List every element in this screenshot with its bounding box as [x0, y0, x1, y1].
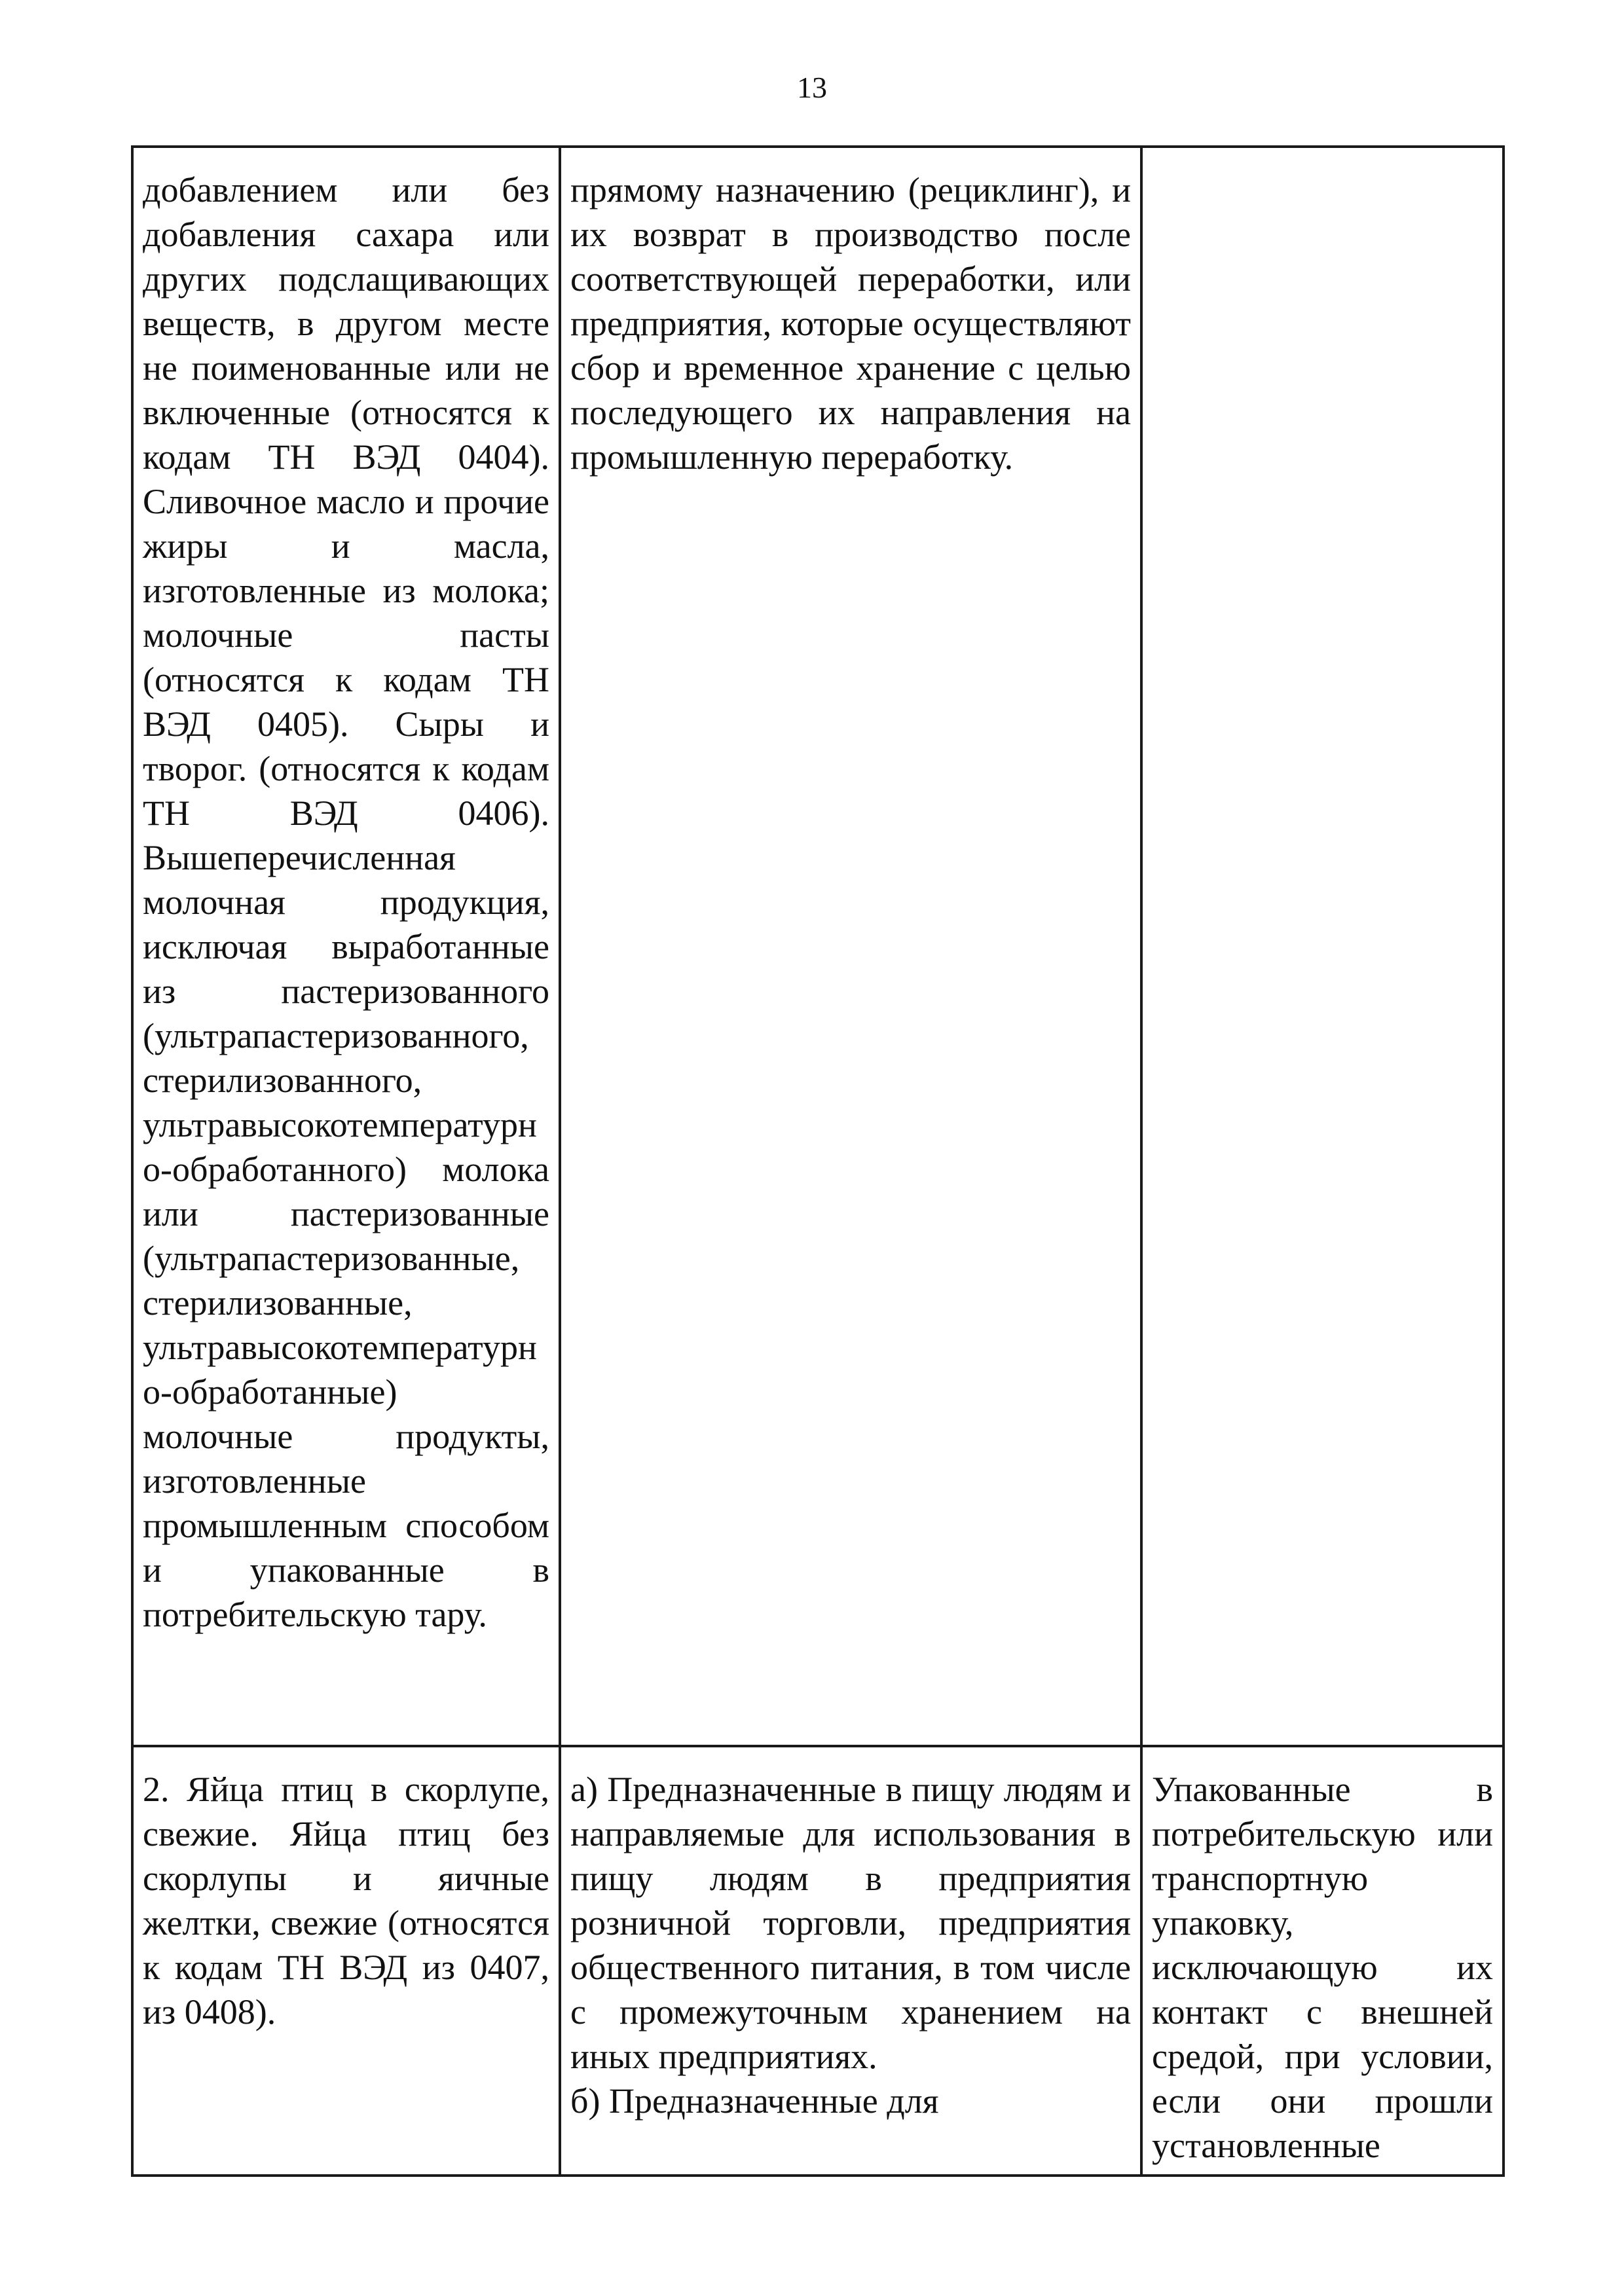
page-number: 13 — [797, 71, 827, 104]
regulation-table — [131, 145, 1505, 2177]
table-row — [132, 1746, 1504, 2176]
condition-cell — [1141, 147, 1504, 1746]
purpose-cell: прямому назначению (рециклинг), и их возврат в производство после соответствующей переработки, или предприятия, которые осуществляют сбор и временное хранение с целью последующего их направления на промышленную переработку. — [560, 147, 1141, 1746]
product-cell: добавлением или без добавления сахара или других подслащивающих веществ, в другом месте не поименованные или не включенные (относятся к кодам ТН ВЭД 0404). Сливочное масло и прочие жиры и масла, изготовленные из молока; молочные пасты (относятся к кодам ТН ВЭД 0405). Сыры и творог. (относятся к кодам ТН ВЭД 0406). Вышеперечисленная молочная продукция, исключая выработанные из пастеризованного (ультрапастеризованного, стерилизованного, ультравысокотемпературно-обработанного) молока или пастеризованные (ультрапастеризованные, стерилизованные, ультравысокотемпературно-обработанные) молочные продукты, изготовленные промышленным способом и упакованные в потребительскую тару. — [132, 147, 560, 1746]
product-cell: 2. Яйца птиц в скорлупе, свежие. Яйца птиц без скорлупы и яичные желтки, свежие (относятся к кодам ТН ВЭД из 0407, из 0408). — [132, 1746, 560, 2176]
purpose-cell — [560, 1746, 1141, 2176]
table-row — [132, 147, 1504, 1746]
purpose-item-a: а) Предназначенные в пищу людям и направляемые для использования в пищу людям в предприятия розничной торговли, предприятия общественного питания, в том числе с промежуточным хранением на иных предприятиях. — [570, 1770, 1131, 2076]
condition-cell: Упакованные в потребительскую или транспортную упаковку, исключающую их контакт с внешней средой, при условии, если они прошли установленные — [1141, 1746, 1504, 2176]
purpose-item-b: б) Предназначенные для — [570, 2081, 939, 2121]
